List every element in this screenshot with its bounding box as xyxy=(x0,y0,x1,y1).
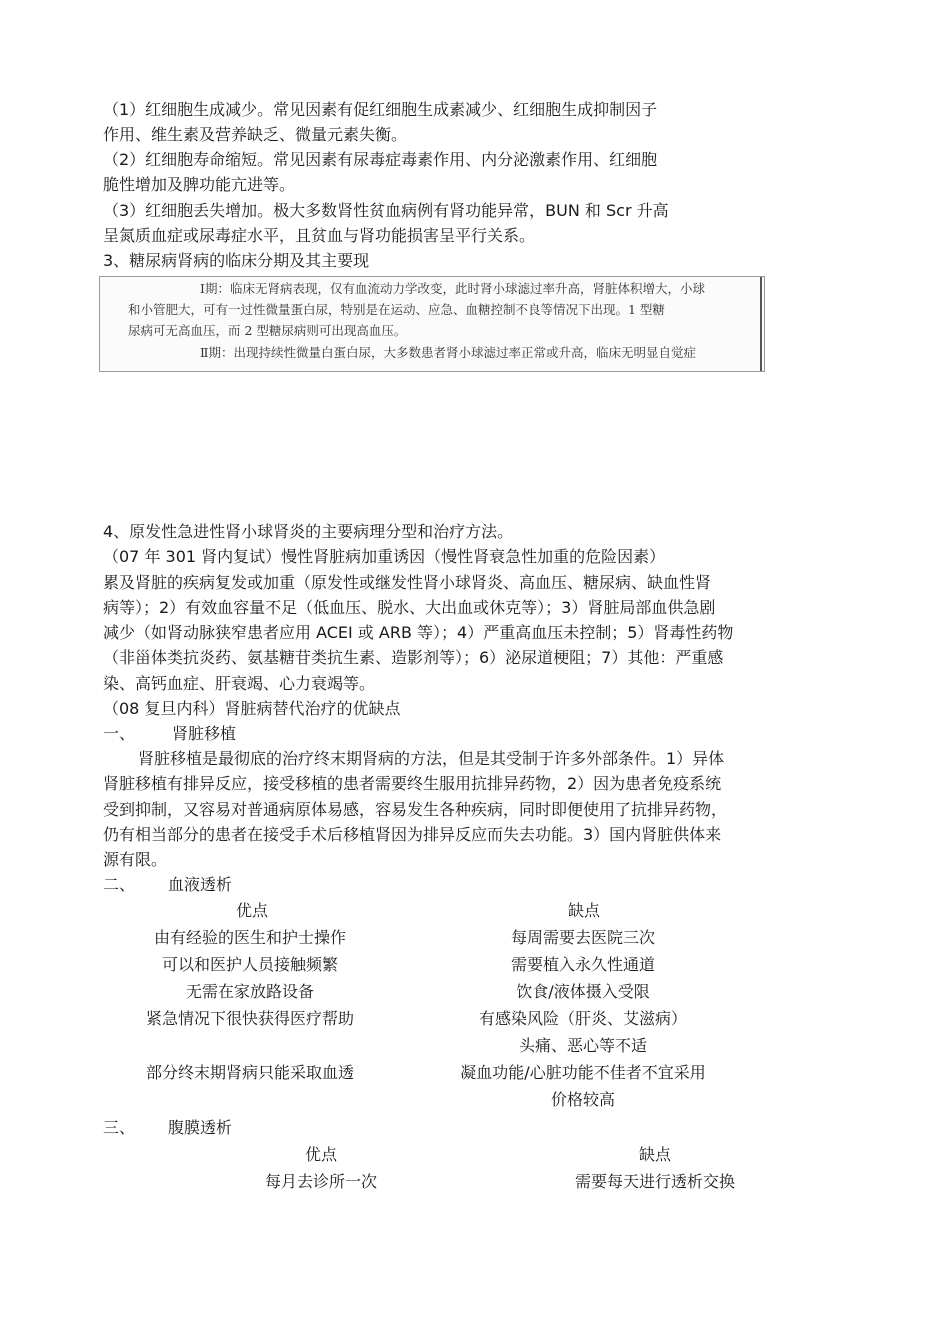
text-line: （08 复旦内科）肾脏病替代治疗的优缺点 xyxy=(103,699,401,718)
text-line: 病等）；2）有效血容量不足（低血压、脱水、大出血或休克等）；3）肾脏局部血供急剧 xyxy=(103,598,716,617)
text-line: （2）红细胞寿命缩短。常见因素有尿毒症毒素作用、内分泌激素作用、红细胞 xyxy=(103,150,658,169)
text-line: 受到抑制，又容易对普通病原体易感，容易发生各种疾病，同时即便使用了抗排异药物， xyxy=(103,800,728,819)
cons-item: 价格较高 xyxy=(550,1090,616,1109)
subsection-heading: 血液透析 xyxy=(168,875,233,894)
cons-header: 缺点 xyxy=(638,1145,672,1164)
text-line: （3）红细胞丢失增加。极大多数肾性贫血病例有肾功能异常，BUN 和 Scr 升高 xyxy=(103,201,669,220)
cons-item: 头痛、恶心等不适 xyxy=(518,1036,648,1055)
pros-item: 可以和医护人员接触频繁 xyxy=(161,955,339,974)
pros-item: 无需在家放路设备 xyxy=(185,982,315,1001)
cons-item: 需要植入永久性通道 xyxy=(510,955,656,974)
section-heading: 4、原发性急进性肾小球肾炎的主要病理分型和治疗方法。 xyxy=(103,522,514,541)
scan-line: Ⅱ期：出现持续性微量白蛋白尿，大多数患者肾小球滤过率正常或升高，临床无明显自觉症 xyxy=(200,345,696,360)
cons-item: 饮食/液体摄入受限 xyxy=(516,982,650,1001)
cons-item: 有感染风险（肝炎、艾滋病） xyxy=(478,1009,688,1028)
subsection-heading: 腹膜透析 xyxy=(168,1118,233,1137)
text-line: （07 年 301 肾内复试）慢性肾脏病加重诱因（慢性肾衰急性加重的危险因素） xyxy=(103,547,666,566)
scan-line: 尿病可无高血压，而 2 型糖尿病则可出现高血压。 xyxy=(128,323,407,338)
section-heading: 3、糖尿病肾病的临床分期及其主要现 xyxy=(103,251,370,270)
subsection-heading: 肾脏移植 xyxy=(172,724,237,743)
text-line: 呈氮质血症或尿毒症水平，且贫血与肾功能损害呈平行关系。 xyxy=(103,226,536,245)
text-line: （非甾体类抗炎药、氨基糖苷类抗生素、造影剂等）；6）泌尿道梗阻；7）其他：严重感 xyxy=(103,648,724,667)
text-line: 仍有相当部分的患者在接受手术后移植肾因为排异反应而失去功能。3）国内肾脏供体来 xyxy=(103,825,722,844)
scan-edge-rule xyxy=(760,277,762,371)
scan-line: 和小管肥大，可有一过性微量蛋白尿，特别是在运动、应急、血糖控制不良等情况下出现。1 型糖 xyxy=(128,302,665,317)
text-line: 肾脏移植有排异反应，接受移植的患者需要终生服用抗排异药物，2）因为患者免疫系统 xyxy=(103,774,722,793)
cons-item: 需要每天进行透析交换 xyxy=(574,1172,736,1191)
pros-header: 优点 xyxy=(304,1145,338,1164)
text-line: 肾脏移植是最彻底的治疗终末期肾病的方法，但是其受制于许多外部条件。1）异体 xyxy=(138,749,725,768)
scan-line: Ⅰ期：临床无肾病表现，仅有血流动力学改变，此时肾小球滤过率升高，肾脏体积增大，小球 xyxy=(200,281,705,296)
text-line: 累及肾脏的疾病复发或加重（原发性或继发性肾小球肾炎、高血压、糖尿病、缺血性肾 xyxy=(103,573,712,592)
pros-item: 由有经验的医生和护士操作 xyxy=(153,928,347,947)
text-line: 源有限。 xyxy=(103,850,168,869)
text-line: （1）红细胞生成减少。常见因素有促红细胞生成素减少、红细胞生成抑制因子 xyxy=(103,100,658,119)
cons-item: 每周需要去医院三次 xyxy=(510,928,656,947)
pros-header: 优点 xyxy=(235,901,269,920)
heading-number: 一、 xyxy=(103,724,136,743)
heading-number: 二、 xyxy=(103,875,136,894)
text-line: 脆性增加及脾功能亢进等。 xyxy=(103,175,296,194)
cons-header: 缺点 xyxy=(567,901,601,920)
text-line: 减少（如肾动脉狭窄患者应用 ACEI 或 ARB 等）；4）严重高血压未控制；5）肾毒性药物 xyxy=(103,623,734,642)
pros-item: 每月去诊所一次 xyxy=(264,1172,378,1191)
text-line: 作用、维生素及营养缺乏、微量元素失衡。 xyxy=(103,125,408,144)
text-line: 染、高钙血症、肝衰竭、心力衰竭等。 xyxy=(103,674,376,693)
pros-item: 紧急情况下很快获得医疗帮助 xyxy=(145,1009,355,1028)
cons-item: 凝血功能/心脏功能不佳者不宜采用 xyxy=(460,1063,706,1082)
heading-number: 三、 xyxy=(103,1118,136,1137)
scanned-excerpt-image xyxy=(99,276,765,372)
pros-item: 部分终末期肾病只能采取血透 xyxy=(145,1063,355,1082)
